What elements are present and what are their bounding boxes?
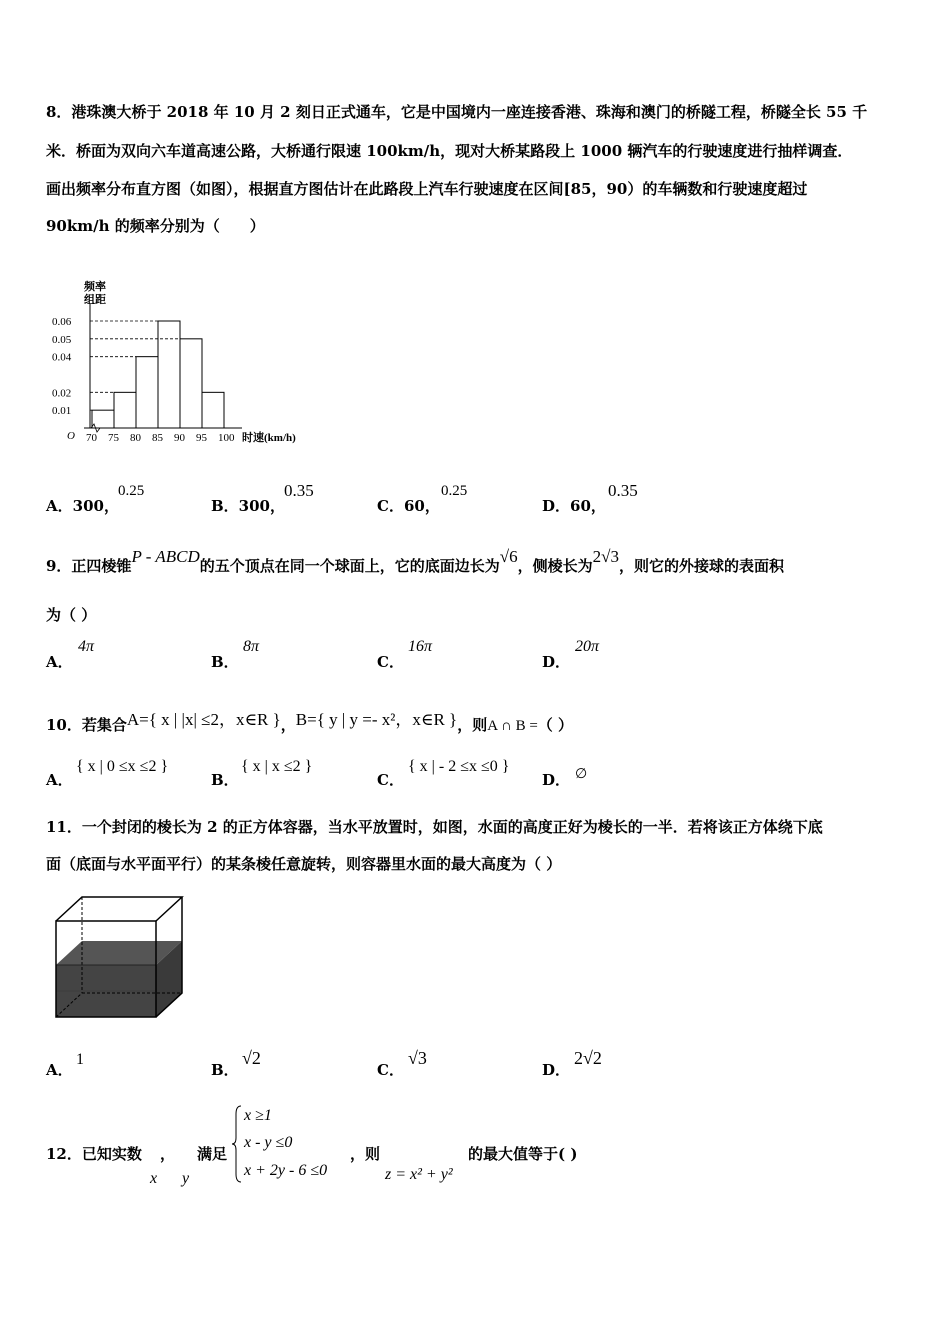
y-tick-label: 0.02 [52, 387, 72, 400]
x-tick-label: 85 [152, 432, 163, 444]
q12-post: 的最大值等于( ) [468, 1145, 578, 1163]
q10-option-a-value: { x | 0 ≤x ≤2 } [76, 758, 169, 775]
q12-then: ，则 [350, 1145, 381, 1163]
q10-option-c-label[interactable]: C． [377, 771, 404, 789]
histogram-bar-95-100 [202, 392, 224, 428]
q8-line-1: 8．港珠澳大桥于 2018 年 10 月 2 刻日正式通车，它是中国境内一座连接香港、珠海和澳门的桥隧工程，桥隧全长 55 千 [46, 103, 868, 121]
q10-option-d-value: ∅ [575, 767, 588, 782]
q8-option-b-value: 0.35 [284, 481, 314, 500]
q9-option-a-label[interactable]: A． [46, 653, 73, 671]
q10-option-a-label[interactable]: A． [46, 771, 73, 789]
system-brace [232, 1104, 242, 1184]
x-tick-label: 95 [196, 432, 207, 444]
q8-line-3: 画出频率分布直方图（如图），根据直方图估计在此路段上汽车行驶速度在区间[85，90）的车辆数和行驶速度超过 [46, 180, 808, 198]
q9-mid2: ，侧棱长为 [517, 557, 593, 575]
q9-post: ，则它的外接球的表面积 [619, 557, 785, 575]
q10-option-b-value: { x | x ≤2 } [241, 758, 313, 775]
q9-mid: 的五个顶点在同一个球面上，它的底面边长为 [199, 557, 500, 575]
q12-var-x: x [150, 1170, 158, 1187]
histogram-bar-90-95 [180, 339, 202, 428]
histogram-bar-85-90 [158, 321, 180, 428]
q12-pre: 12．已知实数 [46, 1145, 142, 1163]
x-tick-label: 75 [108, 432, 119, 444]
frequency-histogram [46, 278, 316, 450]
y-axis-label-bottom: 组距 [84, 294, 106, 306]
q10-set-a: A={ x | |x| ≤2，x∈R } [126, 710, 281, 729]
q8-option-b-label[interactable]: B．300， [211, 497, 285, 515]
q9-option-d-value: 20π [575, 638, 600, 655]
q11-option-d-value: 2√2 [574, 1048, 602, 1068]
q11-option-a-label[interactable]: A． [46, 1061, 73, 1079]
origin-label: O [67, 430, 75, 442]
q11-line-2: 面（底面与水平面平行）的某条棱任意旋转，则容器里水面的最大高度为（ ） [46, 855, 562, 873]
q10-option-b-label[interactable]: B． [211, 771, 239, 789]
q10-comma: ， [280, 716, 296, 734]
q9-option-b-value: 8π [243, 638, 260, 655]
q10-option-d-label[interactable]: D． [542, 771, 571, 789]
q9-option-c-value: 16π [408, 638, 433, 655]
y-tick-label: 0.06 [52, 316, 72, 328]
q12-condition-1: x ≥1 [244, 1107, 272, 1124]
q10-post2: （ ） [537, 716, 574, 734]
q10-expr: A ∩ B = [487, 718, 538, 734]
q11-option-b-label[interactable]: B． [211, 1061, 239, 1079]
x-tick-label: 90 [174, 432, 185, 444]
q11-line-1: 11．一个封闭的棱长为 2 的正方体容器，当水平放置时，如图，水面的高度正好为棱长的一半．若将该正方体绕下底 [46, 818, 823, 836]
q10-set-b: B={ y | y =- x²，x∈R } [295, 710, 458, 729]
q9-option-c-label[interactable]: C． [377, 653, 404, 671]
q8-option-a-label[interactable]: A．300， [46, 497, 119, 515]
q8-option-c-label[interactable]: C．60， [377, 497, 440, 515]
q12-condition-3: x + 2y - 6 ≤0 [244, 1162, 328, 1179]
histogram-bar-70-75 [92, 410, 114, 428]
histogram-bar-80-85 [136, 357, 158, 428]
q12-satisfy: 满足 [197, 1145, 228, 1163]
q9-pyramid: P - ABCD [131, 547, 200, 566]
x-tick-label: 100 [218, 432, 235, 444]
q12-target-expression: z = x² + y² [385, 1166, 453, 1183]
q11-option-d-label[interactable]: D． [542, 1061, 571, 1079]
y-tick-label: 0.04 [52, 351, 72, 364]
q11-option-b-value: √2 [242, 1048, 261, 1068]
q9-option-d-label[interactable]: D． [542, 653, 571, 671]
x-tick-label: 70 [86, 432, 97, 444]
histogram-bar-75-80 [114, 392, 136, 428]
q12-var-y: y [182, 1170, 190, 1187]
q10-post1: ，则 [457, 716, 488, 734]
q11-option-c-value: √3 [408, 1048, 427, 1068]
q10-pre: 10．若集合 [46, 716, 127, 734]
x-axis-label: 时速(km/h) [242, 432, 296, 444]
q10-option-c-value: { x | - 2 ≤x ≤0 } [408, 758, 510, 775]
q9-pre: 9．正四棱锥 [46, 557, 132, 575]
q8-option-a-value: 0.25 [118, 483, 145, 499]
q8-line-4: 90km/h 的频率分别为（ ） [46, 217, 265, 235]
q9-option-a-value: 4π [78, 638, 95, 655]
q9-option-b-label[interactable]: B． [211, 653, 239, 671]
q12-condition-2: x - y ≤0 [244, 1134, 293, 1151]
x-tick-label: 80 [130, 432, 141, 444]
q10-line [46, 710, 573, 735]
q11-option-a-value: 1 [76, 1051, 84, 1068]
q8-option-d-value: 0.35 [608, 481, 638, 500]
q9-line-1 [46, 547, 785, 576]
q8-option-d-label[interactable]: D．60， [542, 497, 606, 515]
q8-option-c-value: 0.25 [441, 483, 468, 499]
q9-line-2: 为（ ） [46, 606, 97, 624]
cube-water-figure [52, 893, 188, 1023]
y-axis-label-top: 频率 [84, 281, 106, 293]
q8-line-2: 米．桥面为双向六车道高速公路，大桥通行限速 100km/h，现对大桥某路段上 1000 辆汽车的行驶速度进行抽样调查． [46, 142, 853, 160]
q9-base-edge: √6 [499, 547, 518, 566]
q12-comma: ， [160, 1145, 176, 1163]
q11-option-c-label[interactable]: C． [377, 1061, 404, 1079]
y-tick-label: 0.05 [52, 333, 72, 346]
y-tick-label: 0.01 [52, 405, 72, 418]
q9-lateral-edge: 2√3 [592, 547, 619, 566]
